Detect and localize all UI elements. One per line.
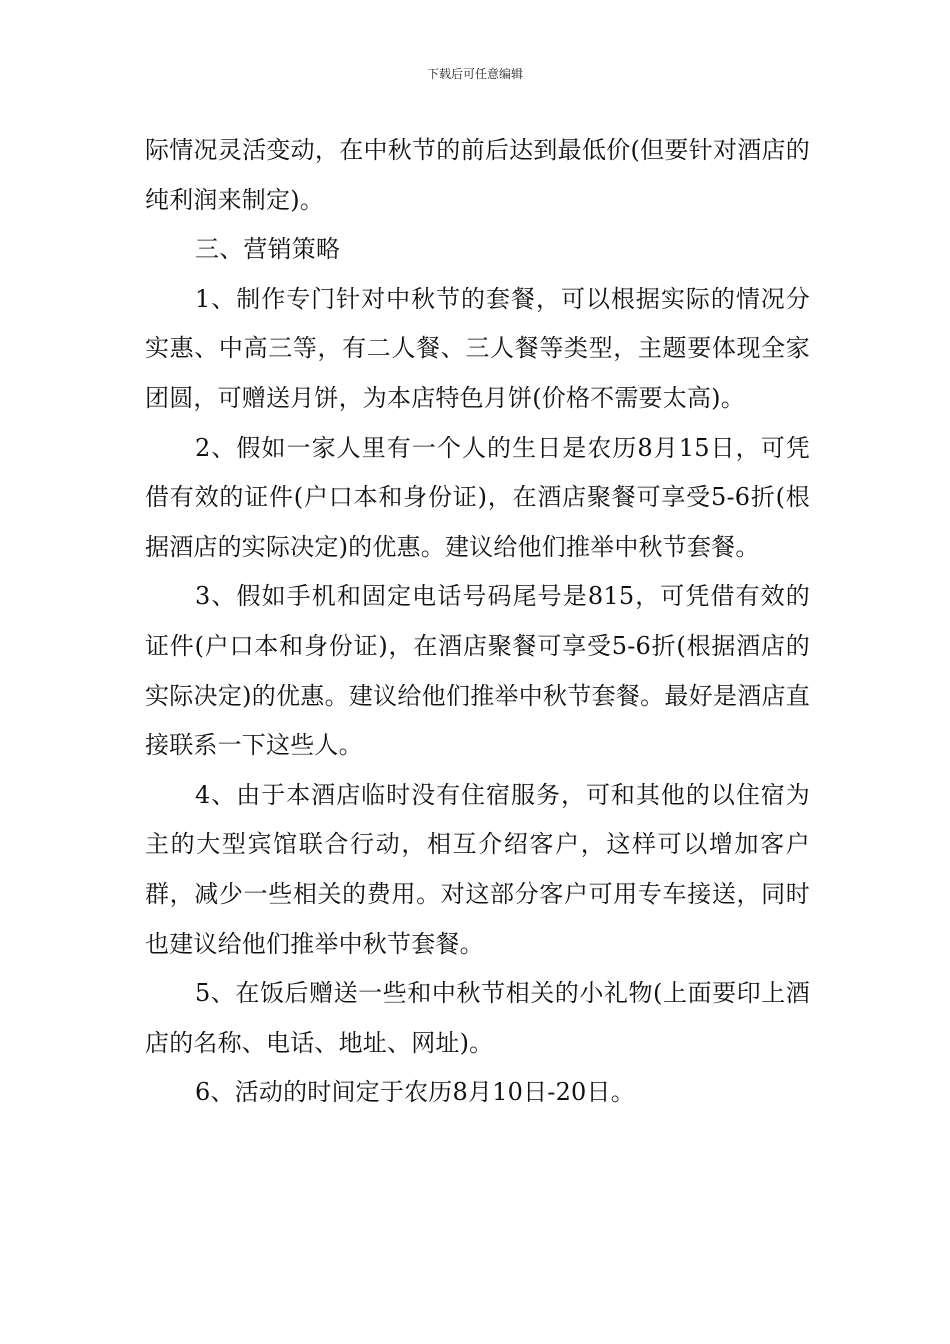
strategy-item-3: 3、假如手机和固定电话号码尾号是815，可凭借有效的证件(户口本和身份证)，在酒店聚餐可享受5-6折(根据酒店的实际决定)的优惠。建议给他们推举中秋节套餐。最好是酒店直接联系一下这些人。 bbox=[145, 582, 810, 760]
page-header-note: 下载后可任意编辑 bbox=[426, 67, 523, 81]
paragraph-continuation: 际情况灵活变动，在中秋节的前后达到最低价(但要针对酒店的纯利润来制定)。 bbox=[145, 136, 810, 214]
strategy-item-1: 1、制作专门针对中秋节的套餐，可以根据实际的情况分实惠、中高三等，有二人餐、三人餐等类型，主题要体现全家团圆，可赠送月饼，为本店特色月饼(价格不需要太高)。 bbox=[145, 284, 810, 412]
section-heading-marketing-strategy: 三、营销策略 bbox=[195, 235, 341, 264]
document-body bbox=[145, 126, 810, 1118]
strategy-item-6: 6、活动的时间定于农历8月10日-20日。 bbox=[195, 1078, 635, 1107]
strategy-item-5: 5、在饭后赠送一些和中秋节相关的小礼物(上面要印上酒店的名称、电话、地址、网址)。 bbox=[145, 979, 810, 1057]
strategy-item-4: 4、由于本酒店临时没有住宿服务，可和其他的以住宿为主的大型宾馆联合行动，相互介绍客户，这样可以增加客户群，减少一些相关的费用。对这部分客户可用专车接送，同时也建议给他们推举中秋节套餐。 bbox=[145, 780, 810, 958]
strategy-item-2: 2、假如一家人里有一个人的生日是农历8月15日，可凭借有效的证件(户口本和身份证)，在酒店聚餐可享受5-6折(根据酒店的实际决定)的优惠。建议给他们推举中秋节套餐。 bbox=[145, 433, 810, 561]
